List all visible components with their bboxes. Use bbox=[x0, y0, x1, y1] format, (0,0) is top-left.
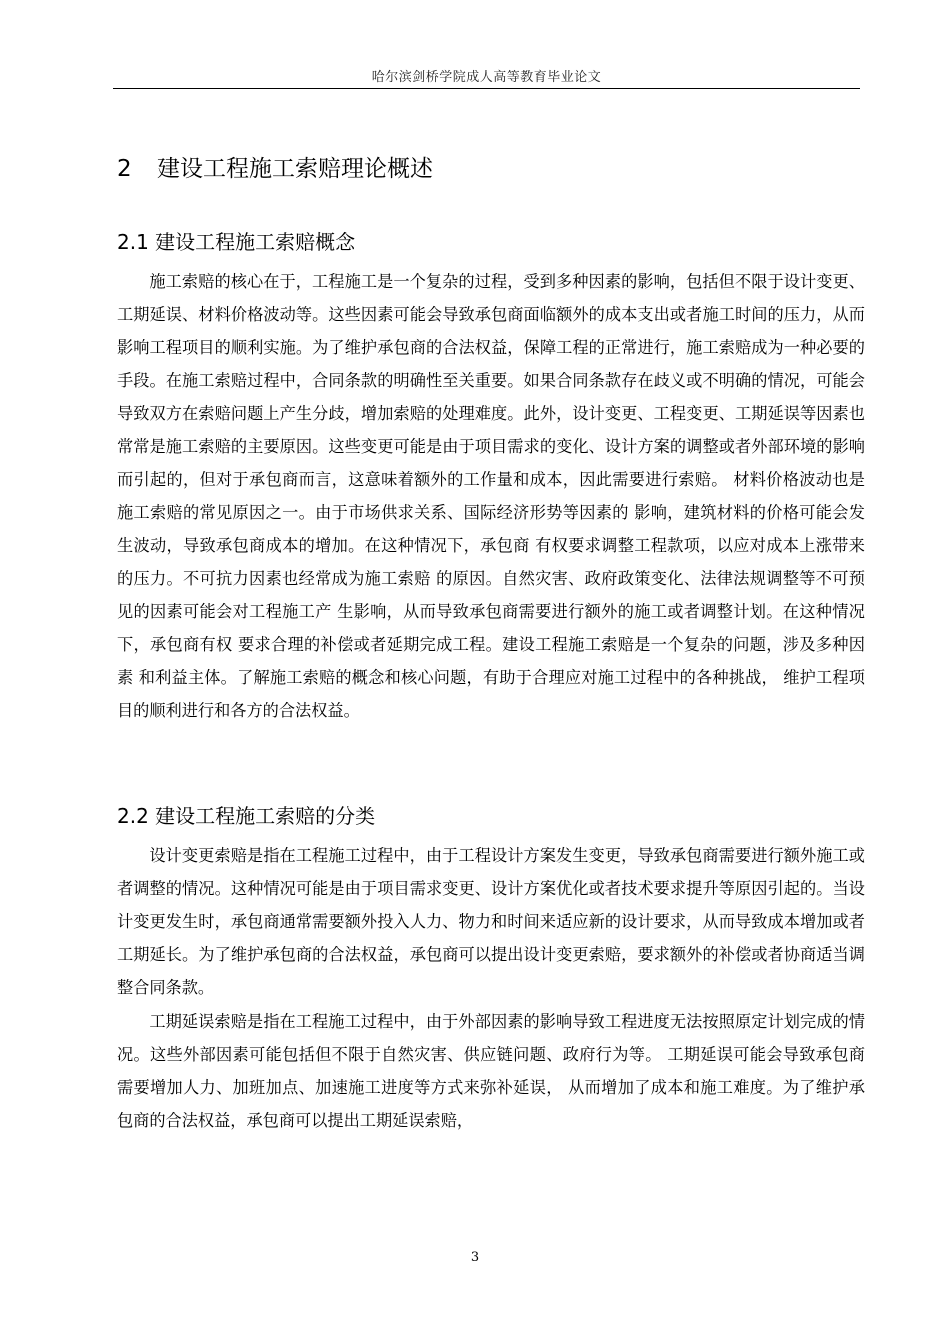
chapter-title bbox=[117, 150, 433, 183]
paragraph-design-change-claim: 设计变更索赔是指在工程施工过程中，由于工程设计方案发生变更，导致承包商需要进行额外施工或者调整的情况。这种情况可能是由于项目需求变更、设计方案优化或者技术要求提升等原因引起的。当设计变更发生时，承包商通常需要额外投入人力、物力和时间来适应新的设计要求，从而导致成本增加或者工期延长。为了维护承包商的合法权益，承包商可以提出设计变更索赔，要求额外的补偿或者协商适当调整合同条款。 bbox=[117, 846, 865, 997]
section-heading-2-1: 2.1 建设工程施工索赔概念 bbox=[117, 230, 356, 254]
paragraph-delay-claim: 工期延误索赔是指在工程施工过程中，由于外部因素的影响导致工程进度无法按照原定计划完成的情况。这些外部因素可能包括但不限于自然灾害、供应链问题、政府行为等。 工期延误可能会导致承包商需要增加人力、加班加点、加速施工进度等方式来弥补延误， 从而增加了成本和施工难度。为了维护承包商的合法权益，承包商可以提出工期延误索赔， bbox=[117, 1012, 865, 1130]
chapter-number: 2 bbox=[117, 156, 132, 182]
running-header: 哈尔滨剑桥学院成人高等教育毕业论文 bbox=[371, 70, 602, 85]
chapter-title-text: 建设工程施工索赔理论概述 bbox=[157, 156, 433, 182]
paragraph-claim-concept: 施工索赔的核心在于，工程施工是一个复杂的过程，受到多种因素的影响，包括但不限于设计变更、工期延误、材料价格波动等。这些因素可能会导致承包商面临额外的成本支出或者施工时间的压力，从而影响工程项目的顺利实施。为了维护承包商的合法权益，保障工程的正常进行，施工索赔成为一种必要的手段。在施工索赔过程中，合同条款的明确性至关重要。如果合同条款存在歧义或不明确的情况，可能会导致双方在索赔问题上产生分歧，增加索赔的处理难度。此外，设计变更、工程变更、工期延误等因素也常常是施工索赔的主要原因。这些变更可能是由于项目需求的变化、设计方案的调整或者外部环境的影响而引起的，但对于承包商而言，这意味着额外的工作量和成本，因此需要进行索赔。 材料价格波动也是施工索赔的常见原因之一。由于市场供求关系、国际经济形势等因素的 影响，建筑材料的价格可能会发生波动，导致承包商成本的增加。在这种情况下，承包商 有权要求调整工程款项，以应对成本上涨带来的压力。不可抗力因素也经常成为施工索赔 的原因。自然灾害、政府政策变化、法律法规调整等不可预见的因素可能会对工程施工产 生影响，从而导致承包商需要进行额外的施工或者调整计划。在这种情况下，承包商有权 要求合理的补偿或者延期完成工程。建设工程施工索赔是一个复杂的问题，涉及多种因素 和利益主体。了解施工索赔的概念和核心问题，有助于合理应对施工过程中的各种挑战， 维护工程项目的顺利进行和各方的合法权益。 bbox=[117, 272, 865, 720]
section-heading-2-2: 2.2 建设工程施工索赔的分类 bbox=[117, 804, 376, 828]
header-rule bbox=[113, 88, 860, 89]
page-number: 3 bbox=[470, 1250, 480, 1265]
